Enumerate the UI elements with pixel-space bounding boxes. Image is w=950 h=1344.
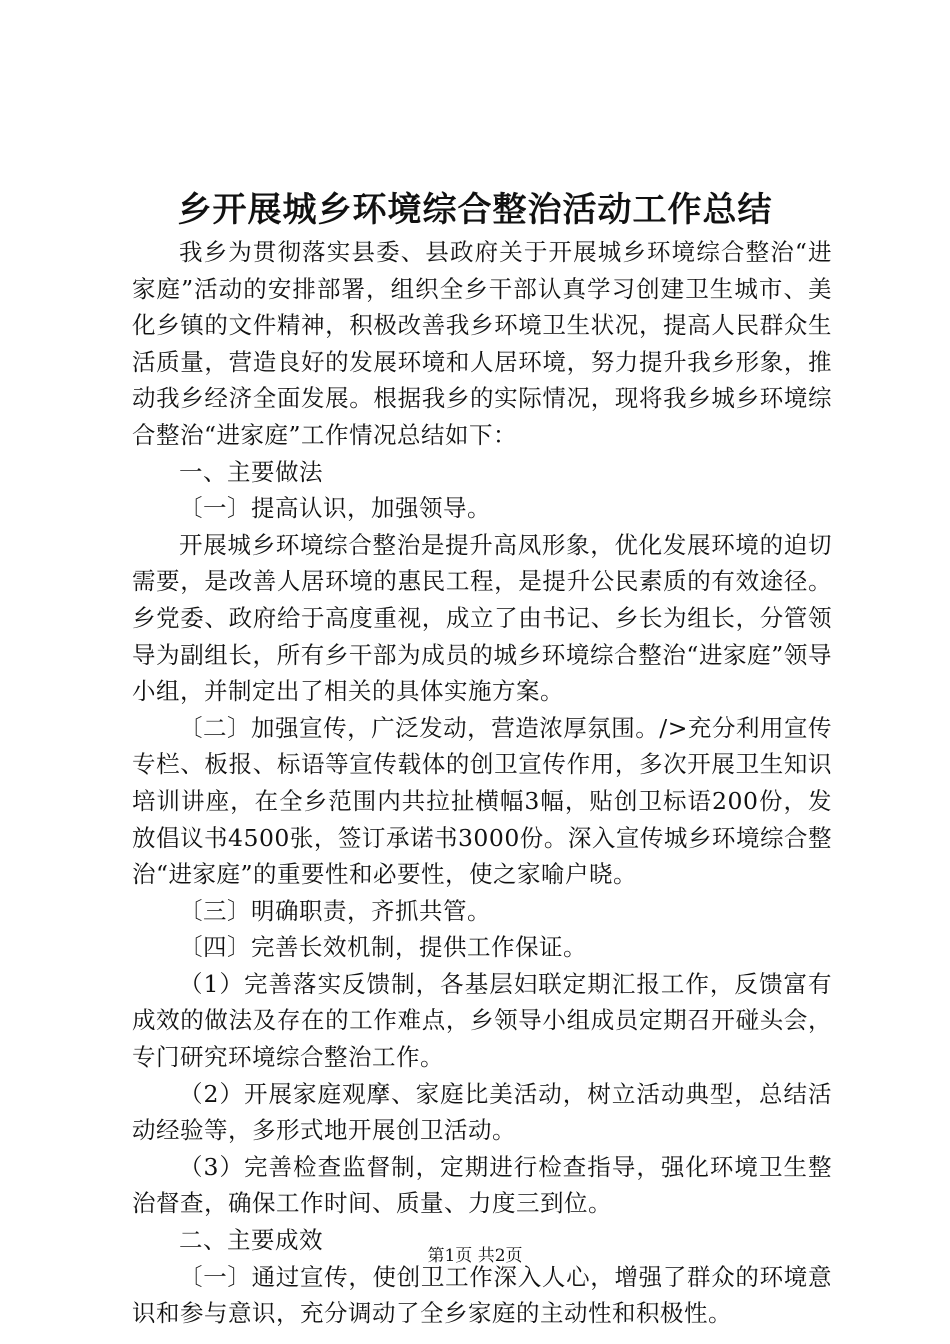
subheading-leadership: 〔一〕提高认识，加强领导。 xyxy=(179,494,491,523)
document-title: 乡开展城乡环境综合整治活动工作总结 xyxy=(177,190,773,230)
paragraph-leadership: 开展城乡环境综合整治是提升高凤形象，优化发展环境的迫切需要，是改善人居环境的惠民工程，是提升公民素质的有效途径。乡党委、政府给于高度重视，成立了由书记、乡长为组长，分管领导为副组长，所有乡干部为成员的城乡环境综合整治“进家庭”领导小组，并制定出了相关的具体实施方案。 xyxy=(132,530,832,706)
page-number: 第1页 共2页 xyxy=(427,1246,523,1266)
paragraph-inspection: （3）完善检查监督制，定期进行检查指导，强化环境卫生整治督查，确保工作时间、质量、力度三到位。 xyxy=(132,1152,832,1218)
paragraph-results-awareness: 〔一〕通过宣传，使创卫工作深入人心，增强了群众的环境意识和参与意识，充分调动了全乡家庭的主动性和积极性。 xyxy=(132,1262,832,1328)
subheading-responsibilities: 〔三〕明确职责，齐抓共管。 xyxy=(179,896,491,925)
document-body xyxy=(132,234,832,1332)
paragraph-feedback: （1）完善落实反馈制，各基层妇联定期汇报工作，反馈富有成效的做法及存在的工作难点，乡领导小组成员定期召开碰头会，专门研究环境综合整治工作。 xyxy=(132,969,832,1072)
paragraph-activities: （2）开展家庭观摩、家庭比美活动，树立活动典型，总结活动经验等，多形式地开展创卫活动。 xyxy=(132,1079,832,1145)
paragraph-intro: 我乡为贯彻落实县委、县政府关于开展城乡环境综合整治“进家庭”活动的安排部署，组织全乡干部认真学习创建卫生城市、美化乡镇的文件精神，积极改善我乡环境卫生状况，提高人民群众生活质量，营造良好的发展环境和人居环境，努力提升我乡形象，推动我乡经济全面发展。根据我乡的实际情况，现将我乡城乡环境综合整治“进家庭”工作情况总结如下： xyxy=(132,238,832,449)
section-heading-results: 二、主要成效 xyxy=(179,1226,323,1255)
subheading-mechanism: 〔四〕完善长效机制，提供工作保证。 xyxy=(179,933,587,962)
section-heading-main-practices: 一、主要做法 xyxy=(179,457,323,486)
paragraph-publicity: 〔二〕加强宣传，广泛发动，营造浓厚氛围。/>充分利用宣传专栏、板报、标语等宣传载体的创卫宣传作用，多次开展卫生知识培训讲座，在全乡范围内共拉扯横幅3幅，贴创卫标语200份，发放倡议书4500张，签订承诺书3000份。深入宣传城乡环境综合整治“进家庭”的重要性和必要性，使之家喻户晓。 xyxy=(132,713,832,889)
